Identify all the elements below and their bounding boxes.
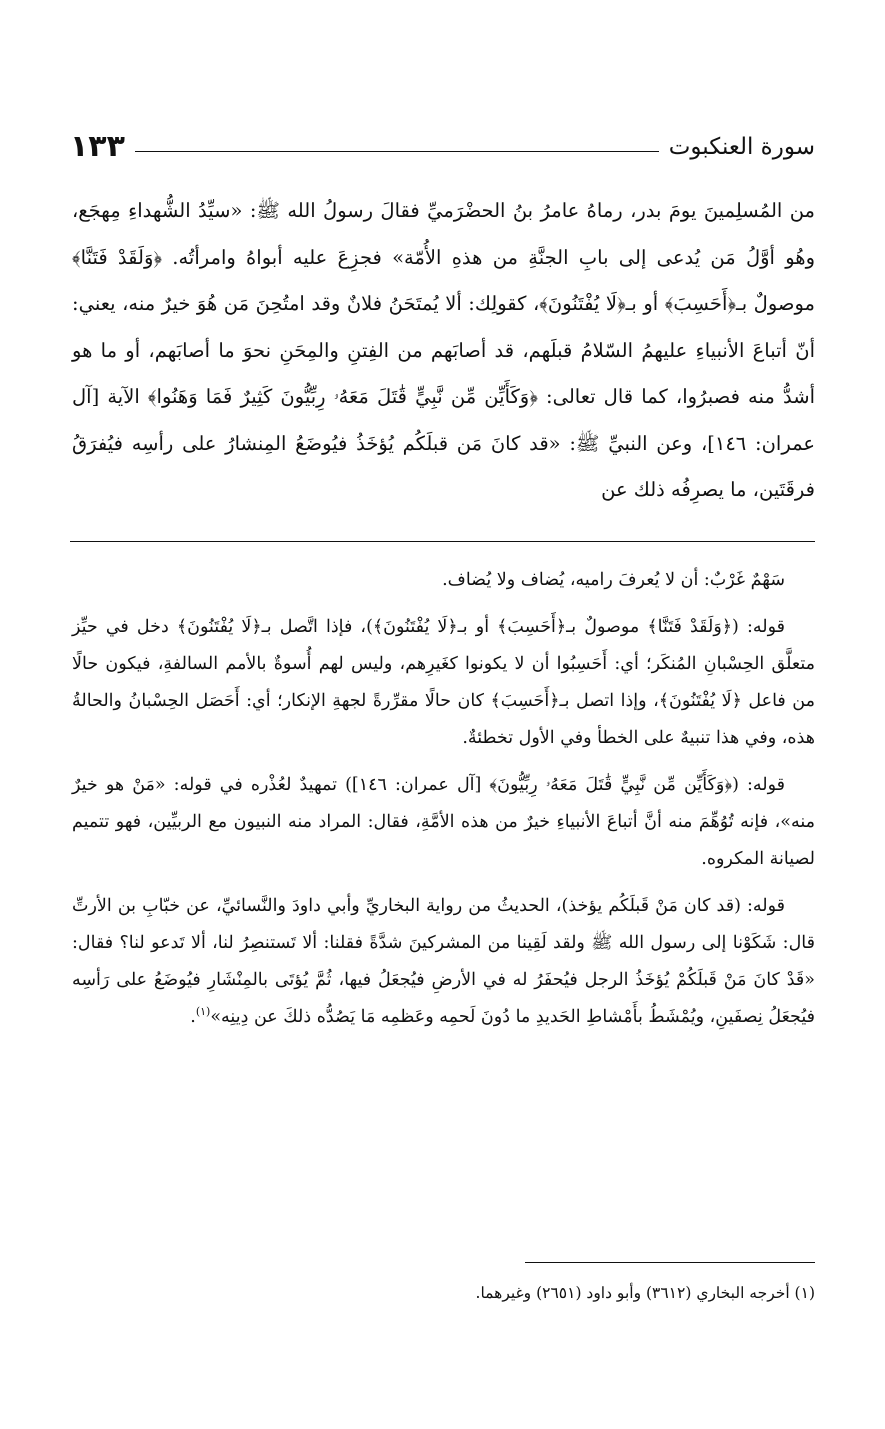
commentary-block xyxy=(72,562,815,1046)
main-text-block xyxy=(72,188,815,514)
footnote-divider xyxy=(525,1262,815,1263)
header-rule xyxy=(135,151,659,152)
running-header xyxy=(70,128,815,164)
commentary-paragraph-2: قوله: (﴿وَلَقَدْ فَتَنَّا﴾ موصولٌ بـ﴿أَحَسِبَ﴾ أو بـ﴿لَا يُفْتَنُونَ﴾)، فإذا اتَّصل بـ﴿لَا يُفْتَنُونَ﴾ دخل في حيِّز متعلَّق الحِسْبانِ المُنكَر؛ أي: أَحَسِبُوا أن لا يكونوا كغَيرِهم، وليس لهم أُسوةٌ بالأمم السالفةِ، فيكون حالًا من فاعل ﴿لَا يُفْتَنُونَ﴾، وإذا اتصل بـ﴿أَحَسِبَ﴾ كان حالًا مقرِّرةً لجهةِ الإنكار؛ أي: أَحَصَل الحِسْبانُ والحالةُ هذه، وفي هذا تنبيهٌ على الخطأ وفي الأول تخطئةٌ. xyxy=(72,617,815,748)
footnote: (١) أخرجه البخاري (٣٦١٢) وأبو داود (٢٦٥١) وغيرهما. xyxy=(475,1284,815,1302)
footnote-reference[interactable]: (١) xyxy=(195,1005,211,1019)
commentary-paragraph-3: قوله: (﴿وَكَأَيِّن مِّن نَّبِيٍّ قَٰتَلَ مَعَهُۥ رِبِّيُّونَ﴾ [آل عمران: ١٤٦]) تمهيدٌ لعُذْره في قوله: «مَنْ هو خيرٌ منه»، فإنه تُوُهِّمَ منه أنَّ أتباعَ الأنبياءِ خيرٌ من هذه الأمَّةِ، فقال: المراد منه النبيون مع الربيِّين، فهو تتميم لصيانة المكروه. xyxy=(72,775,815,869)
running-title: سورة العنكبوت xyxy=(668,134,815,160)
commentary-paragraph-4-wrap: قوله: (قد كان مَنْ قَبلَكُم يؤخذ)، الحديثُ من رواية البخاريِّ وأبي داودَ والنَّسائيِّ، عن خبّابِ بن الأرتِّ قال: شَكَوْنا إلى رسول الله ﷺ ولقد لَقِينا من المشركينَ شدَّةً فقلنا: ألا تَستنصِرُ لنا، ألا تَدعو لنا؟ فقال: «قَدْ كانَ مَنْ قَبلَكُمْ يُؤخَذُ الرجل فيُحفَرُ له في الأرضِ فيُجعَلُ فيها، ثُمَّ يُؤتَى بالمِنْشَارِ فيُوضَعُ على رَأسِه فيُجعَلُ نِصفَينِ، ويُمْشَطُ بأَمْشاطِ الحَديدِ ما دُونَ لَحمِه وعَظمِه مَا يَصُدُّه ذلكَ عن دِينِه»$^{(١)}$. xyxy=(72,896,815,1027)
main-text-paragraph: من المُسلِمينَ يومَ بدر، رماهُ عامرُ بنُ الحضْرَميِّ فقالَ رسولُ الله ﷺ: «سيِّدُ الشُّهداءِ مِهجَع، وهُو أوَّلُ مَن يُدعى إلى بابِ الجنَّةِ من هذهِ الأُمّة» فجزِعَ عليه أبواهُ وامرأتُه. ﴿وَلَقَدْ فَتَنَّا﴾ موصولٌ بـ﴿أَحَسِبَ﴾ أو بـ﴿لَا يُفْتَنُونَ﴾، كقولِك: ألا يُمتَحَنُ فلانٌ وقد امتُحِنَ مَن هُوَ خيرٌ منه، يعني: أنّ أتباعَ الأنبياءِ عليهمُ السّلامُ قبلَهم، قد أصابَهم من الفِتنِ والمِحَنِ نحوَ ما أصابَهم، أو ما هو أشدُّ منه فصبرُوا، كما قال تعالى: ﴿وَكَأَيِّن مِّن نَّبِيٍّ قَٰتَلَ مَعَهُۥ رِبِّيُّونَ كَثِيرٌ فَمَا وَهَنُوا﴾ الآية [آل عمران: ١٤٦]، وعن النبيِّ ﷺ: «قد كانَ مَن قبلَكُم يُؤخَذُ فيُوضَعُ المِنشارُ على رأسِه فيُفرَقُ فرقَتَين، ما يصرِفُه ذلك عن xyxy=(72,199,815,501)
commentary-paragraph-4: قوله: (قد كان مَنْ قَبلَكُم يؤخذ)، الحديثُ من رواية البخاريِّ وأبي داودَ والنَّسائيِّ، عن خبّابِ بن الأرتِّ قال: شَكَوْنا إلى رسول الله ﷺ ولقد لَقِينا من المشركينَ شدَّةً فقلنا: ألا تَستنصِرُ لنا، ألا تَدعو لنا؟ فقال: «قَدْ كانَ مَنْ قَبلَكُمْ يُؤخَذُ الرجل فيُحفَرُ له في الأرضِ فيُجعَلُ فيها، ثُمَّ يُؤتَى بالمِنْشَارِ فيُوضَعُ على رَأسِه فيُجعَلُ نِصفَينِ، ويُمْشَطُ بأَمْشاطِ الحَديدِ ما دُونَ لَحمِه وعَظمِه مَا يَصُدُّه ذلكَ عن دِينِه» xyxy=(72,896,815,1027)
main-text-divider xyxy=(70,541,815,542)
commentary-paragraph-1: سَهْمٌ غَرْبٌ: أن لا يُعرفَ راميه، يُضاف ولا يُضاف. xyxy=(442,570,785,590)
page-number: ١٣٣ xyxy=(70,129,125,164)
